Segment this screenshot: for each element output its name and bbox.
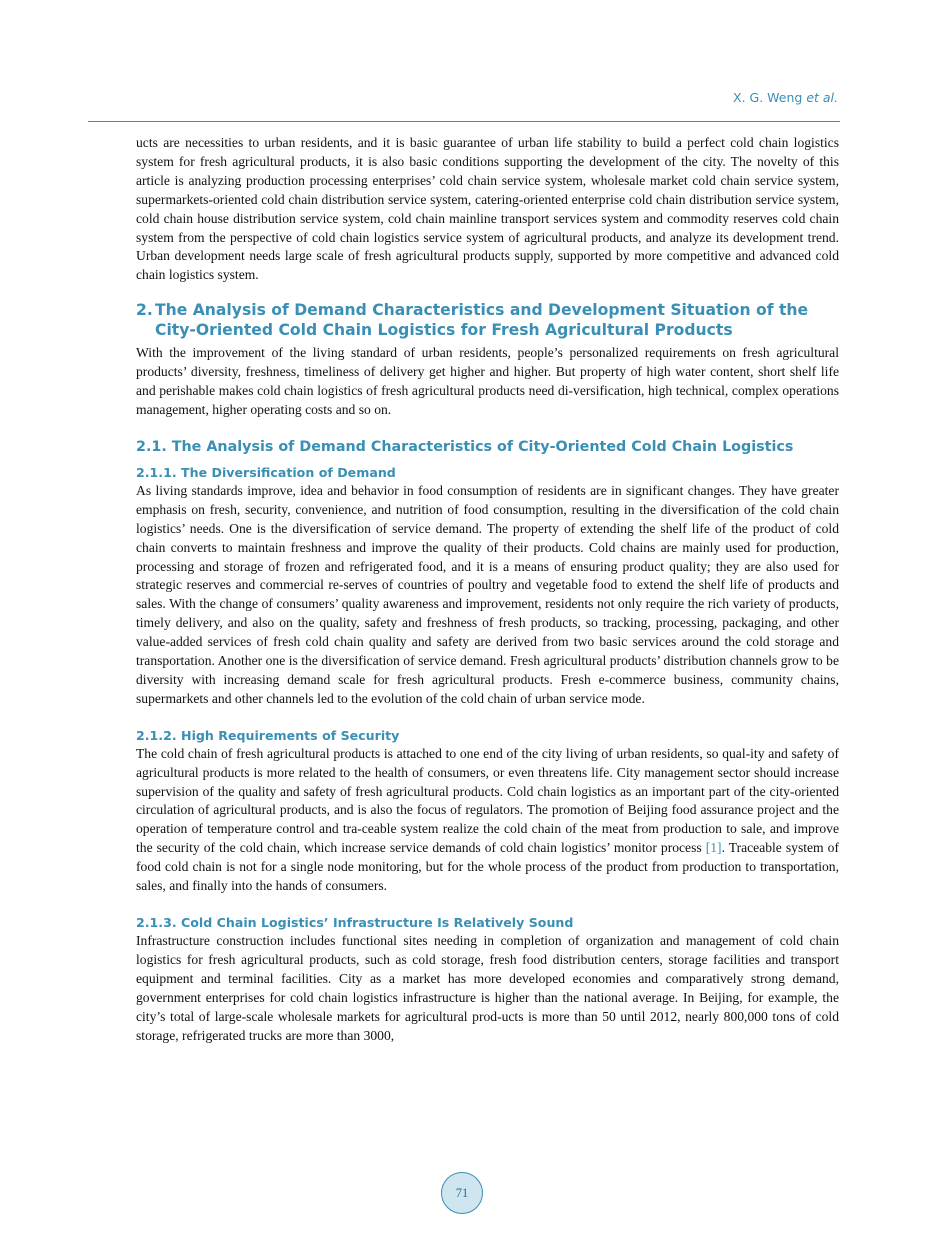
page-number: 71 (455, 1185, 469, 1200)
section-2-1-3-heading: 2.1.3. Cold Chain Logistics’ Infrastructure Is Relatively Sound (136, 915, 574, 930)
section-2-title-line1: The Analysis of Demand Characteristics and Development Situation of the (155, 301, 809, 320)
section-2-paragraph: With the improvement of the living standard of urban residents, people’s personalized requirements on fresh agricultural products’ diversity, freshness, timeliness of delivery get higher and higher. But property of high water content, short shelf life and perishable makes cold chain logistics of fresh agricultural products need di-versification, high technical, complex operations management, higher operating costs and so on. (136, 345, 839, 417)
section-2-heading (136, 301, 839, 340)
page-number-badge (441, 1172, 483, 1214)
section-2-1-2-paragraph (136, 745, 839, 896)
section-2-1-3-paragraph: Infrastructure construction includes functional sites needing in completion of organization and management of cold chain logistics for fresh agricultural products, such as cold storage, fresh food distribution centers, storage facilities and transport equipment and terminal facilities. City as a market has more developed economies and comparatively strong demand, government enterprises for cold chain logistics infrastructure is higher than the national average. In Beijing, for example, the city’s total of large-scale wholesale markets for agricultural prod-ucts is more than 50 until 2012, nearly 800,000 tons of cold storage, refrigerated trucks are more than 3000, (136, 933, 839, 1043)
section-2-1-heading: 2.1. The Analysis of Demand Characteristics of City-Oriented Cold Chain Logistics (136, 438, 794, 455)
intro-paragraph: ucts are necessities to urban residents, and it is basic guarantee of urban life stability to build a perfect cold chain logistics system for fresh agricultural products, it is also basic conditions supporting the development of the city. The novelty of this article is analyzing production processing enterprises’ cold chain service system, wholesale market cold chain service system, supermarkets-oriented cold chain distribution service system, catering-oriented enterprise cold chain distribution service system, cold chain house distribution service system, cold chain mainline transport services system and commodity reserves cold chain system from the perspective of cold chain logistics service system of agricultural products, and analyze its development trend. Urban development needs large scale of fresh agricultural products supply, supported by more competitive and advanced cold chain logistics system. (136, 135, 839, 283)
header-et-al: et al. (806, 90, 838, 105)
body-content (136, 134, 839, 1045)
section-2-1-2-heading: 2.1.2. High Requirements of Security (136, 727, 400, 743)
header-divider (88, 121, 840, 122)
header-author-names: X. G. Weng (733, 90, 803, 105)
running-header-authors (733, 90, 838, 105)
section-2-title-line2: City-Oriented Cold Chain Logistics for Fresh Agricultural Products (155, 320, 733, 339)
section-2-1-1-paragraph: As living standards improve, idea and behavior in food consumption of residents are in significant changes. They have greater emphasis on fresh, security, convenience, and nutrition of food consumption, resulting in the diversification of the cold chain logistics’ needs. One is the diversification of service demand. The property of extending the shelf life of the product of cold chain converts to maintain freshness and improve the quality of their products. Cold chains are mainly used for production, processing and storage of frozen and refrigerated food, and it is a means of ensuring product quality; they are also used for strategic reserves and commercial re-serves of countries of poultry and vegetable food to extend the shelf life of products and sales. With the change of consumers’ quality awareness and improvement, residents not only require the rich variety of products, timely delivery, and also on the quality, safety and freshness of fresh products, so tracking, processing, packaging, and other value-added services of fresh cold chain quality and safety are derived from two basic services around the cold storage and transportation. Another one is the diversification of service demand. Fresh agricultural products’ distribution channels grow to be diversity with increasing demand scale for fresh agricultural products. Fresh e-commerce business, community chains, supermarkets and other channels led to the evolution of the cold chain of urban service mode. (136, 482, 839, 706)
section-2-1-2-text-before-citation: The cold chain of fresh agricultural products is attached to one end of the city living of urban residents, so qual-ity and safety of agricultural products is more related to the health of consumers, or even threatens life. City management sector should increase supervision of the quality and safety of fresh agricultural products. Cold chain logistics as an important part of the city-oriented circulation of agricultural products, and is also the focus of regulators. The promotion of Beijing food assurance project and the operation of temperature control and tra-ceable system realize the cold chain of the meat from production to sale, and improve the security of the cold chain, which increase service demands of cold chain logistics’ monitor process (136, 745, 839, 856)
citation-link[interactable]: [1] (705, 840, 722, 856)
section-2-1-2-text-after-citation: . Traceable system of food cold chain is not for a single node monitoring, but for the whole process of the product from production to transportation, sales, and finally into the hands of consumers. (136, 840, 839, 894)
section-2-1-1-heading: 2.1.1. The Diversification of Demand (136, 464, 396, 480)
section-2-number: 2. (136, 301, 153, 320)
